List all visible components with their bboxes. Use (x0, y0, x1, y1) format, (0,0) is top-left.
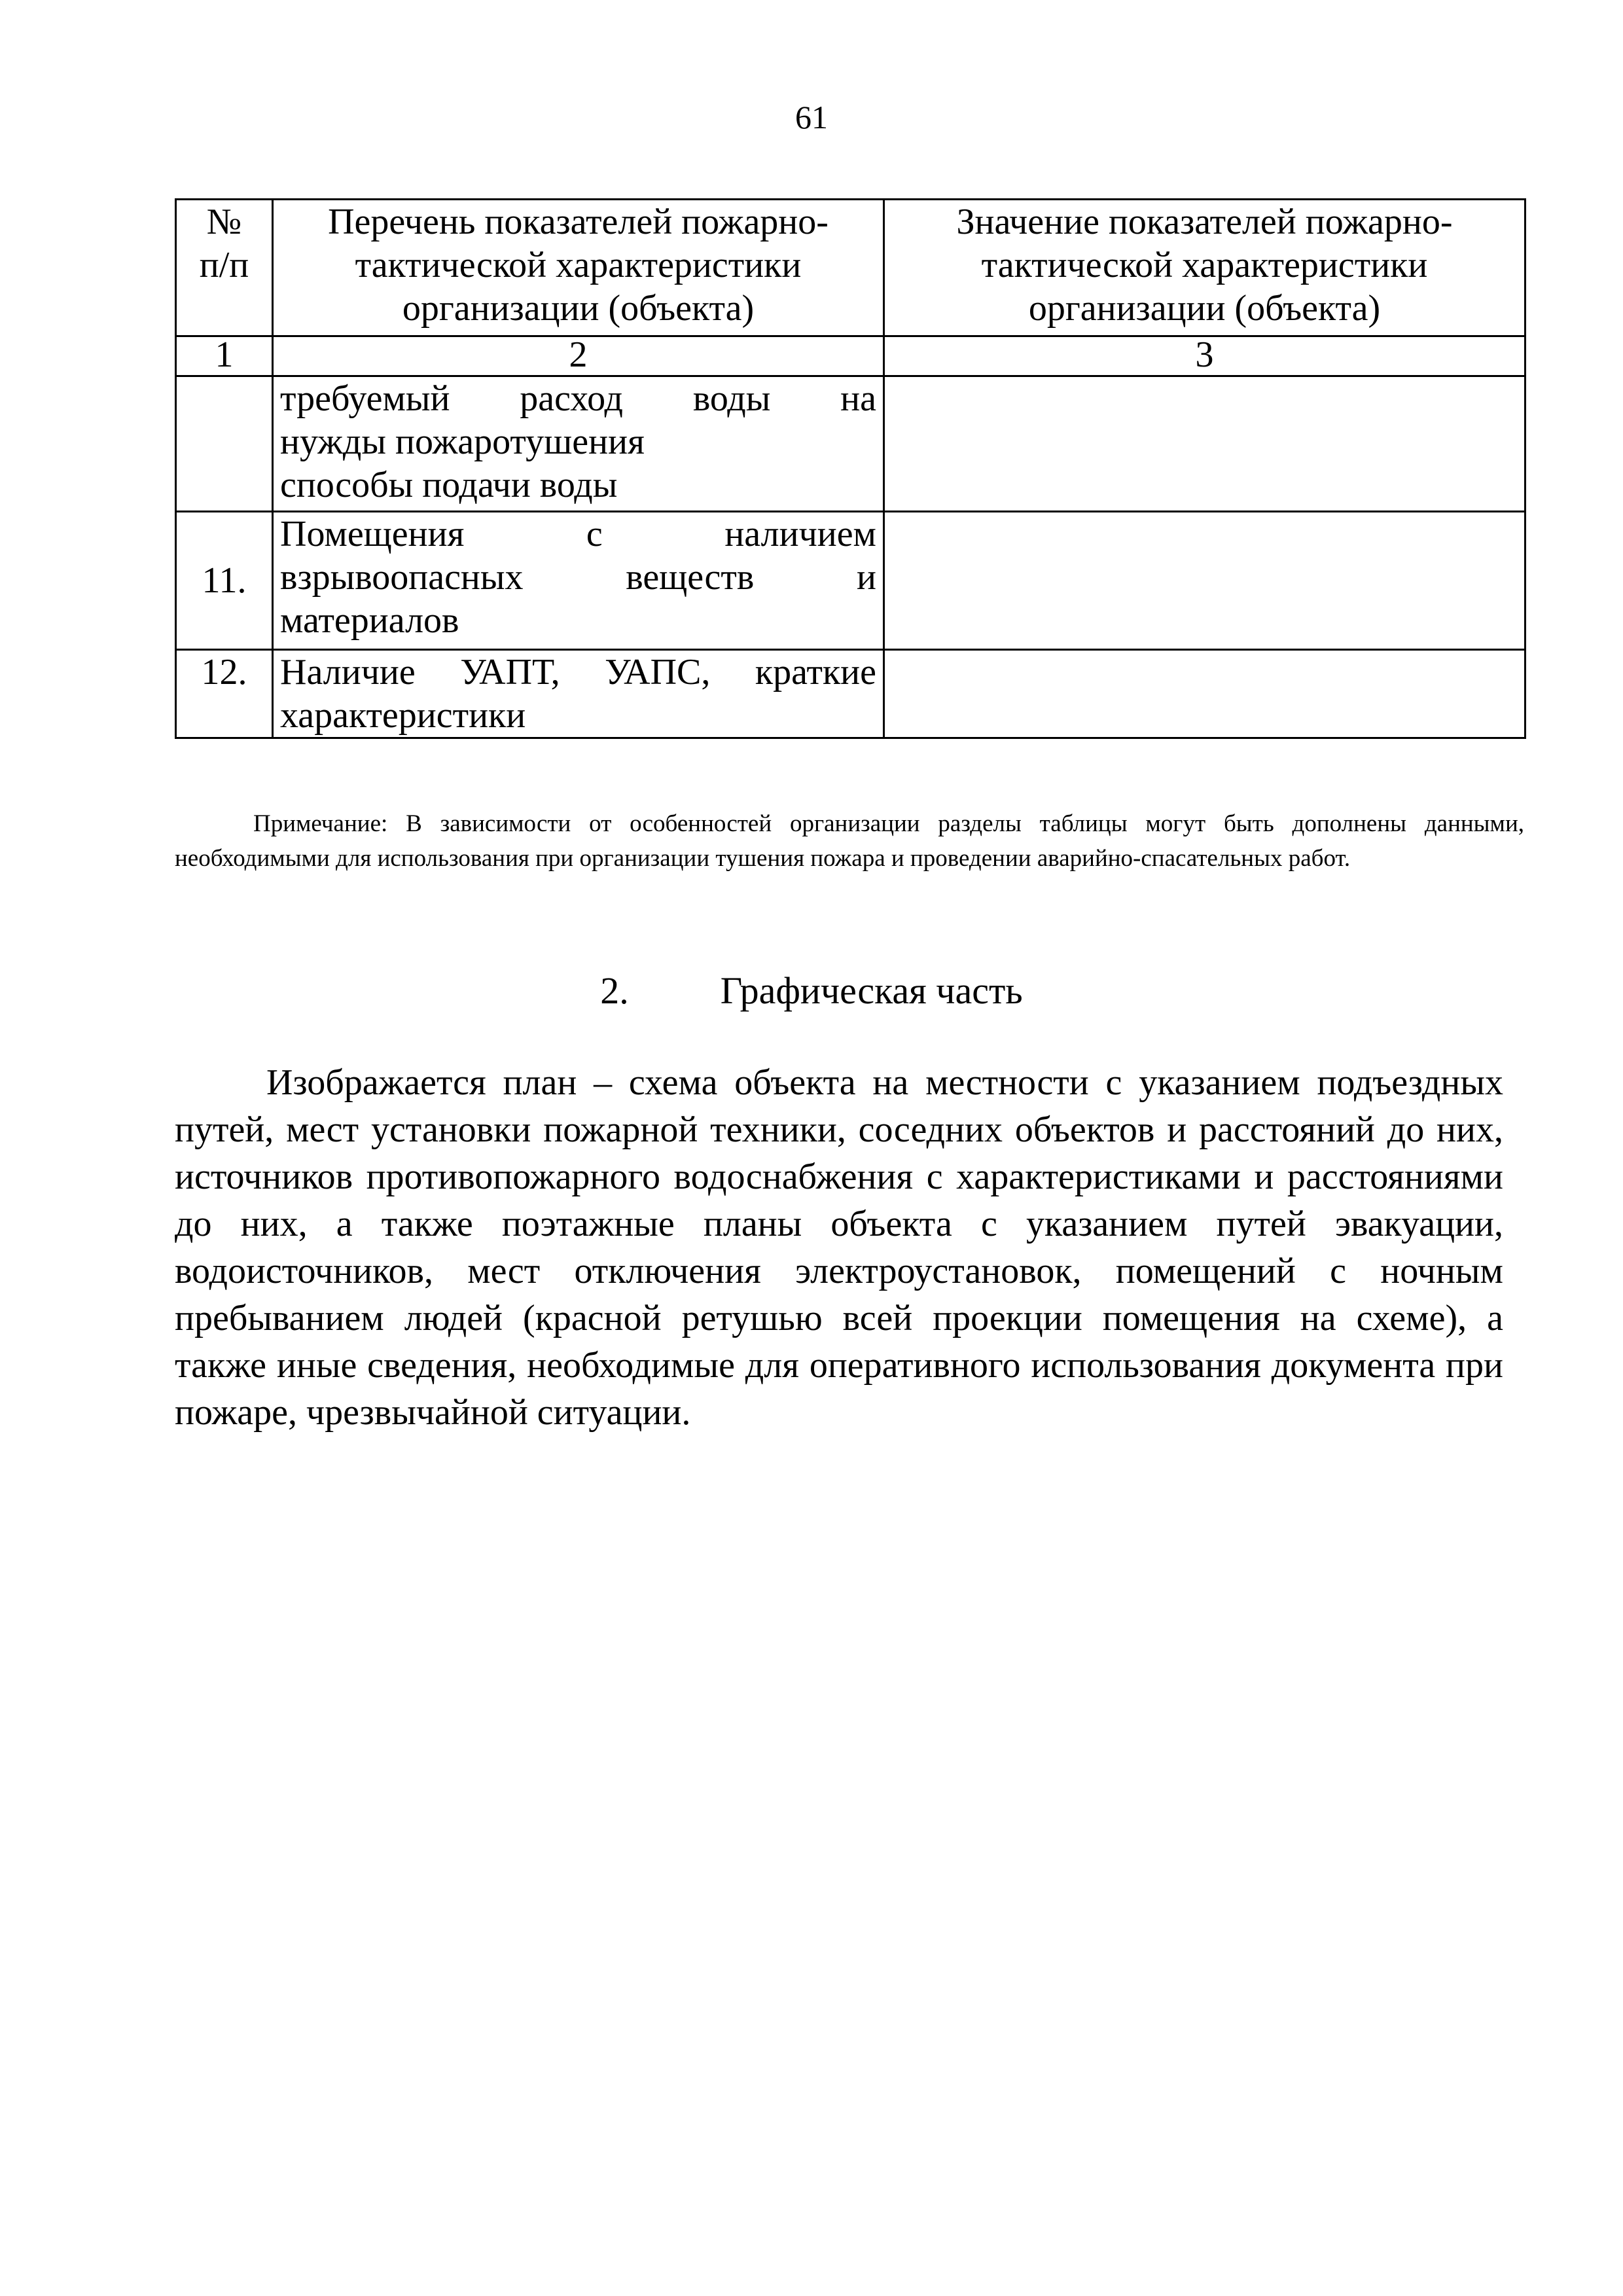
header-cell-line: Перечень показателей пожарно- (328, 202, 829, 242)
body-paragraph: Изображается план – схема объекта на местности с указанием подъездных путей, мест установки пожарной техники, соседних объектов и расстояний до них, источников противопожарного водоснабжения с характеристиками и расстояниями до них, а также поэтажные планы объекта с указанием путей эвакуации, водоисточников, мест отключения электроустановок, помещений с ночным пребыванием людей (красной ретушью всей проекции помещения на схеме), а также иные сведения, необходимые для оперативного использования документа при пожаре, чрезвычайной ситуации. (175, 1062, 1503, 1433)
page-number: 61 (795, 99, 828, 135)
header-cell-number (176, 200, 273, 336)
row-indicator-cell (273, 650, 884, 738)
header-cell-line: организации (объекта) (402, 288, 755, 329)
header-cell-line: Значение показателей пожарно- (956, 202, 1453, 242)
table-row (176, 376, 1525, 512)
table-header-row (176, 200, 1525, 336)
column-number-cell: 2 (273, 336, 884, 376)
section-title: Графическая часть (720, 969, 1023, 1012)
column-number-row (176, 336, 1525, 376)
header-cell-line: организации (объекта) (1028, 288, 1381, 329)
fire-tactical-characteristics-table (175, 198, 1526, 739)
row-indicator-line: Помещения с наличием (280, 514, 876, 554)
row-indicator-line: нужды пожаротушения (280, 422, 645, 462)
table-note: Примечание: В зависимости от особенностей организации разделы таблицы могут быть дополнены данными, необходимыми для использования при организации тушения пожара и проведении аварийно-спасательных работ. (175, 810, 1524, 872)
header-cell-line: п/п (199, 245, 249, 285)
row-indicator-cell (273, 376, 884, 512)
row-indicator-line: Наличие УАПТ, УАПС, краткие (280, 652, 876, 692)
row-indicator-line: требуемый расход воды на (280, 378, 876, 419)
row-indicator-cell (273, 512, 884, 650)
row-value-cell (884, 512, 1525, 650)
header-cell-line: тактической характеристики (981, 245, 1428, 285)
row-value-cell (884, 376, 1525, 512)
table-row (176, 512, 1525, 650)
header-cell-indicators (273, 200, 884, 336)
row-indicator-line: материалов (280, 600, 459, 641)
row-number-cell: 12. (176, 650, 273, 738)
header-cell-line: тактической характеристики (355, 245, 802, 285)
header-cell-values (884, 200, 1525, 336)
row-number-cell (176, 376, 273, 512)
row-value-cell (884, 650, 1525, 738)
section-number: 2. (600, 969, 629, 1012)
section-heading (0, 969, 1623, 1013)
row-indicator-line: способы подачи воды (280, 465, 618, 505)
table-row (176, 650, 1525, 738)
column-number-cell: 3 (884, 336, 1525, 376)
row-indicator-line: характеристики (280, 695, 526, 736)
header-cell-line: № (206, 202, 242, 242)
column-number-cell: 1 (176, 336, 273, 376)
row-indicator-line: взрывоопасных веществ и (280, 557, 876, 598)
row-number-cell: 11. (176, 512, 273, 650)
